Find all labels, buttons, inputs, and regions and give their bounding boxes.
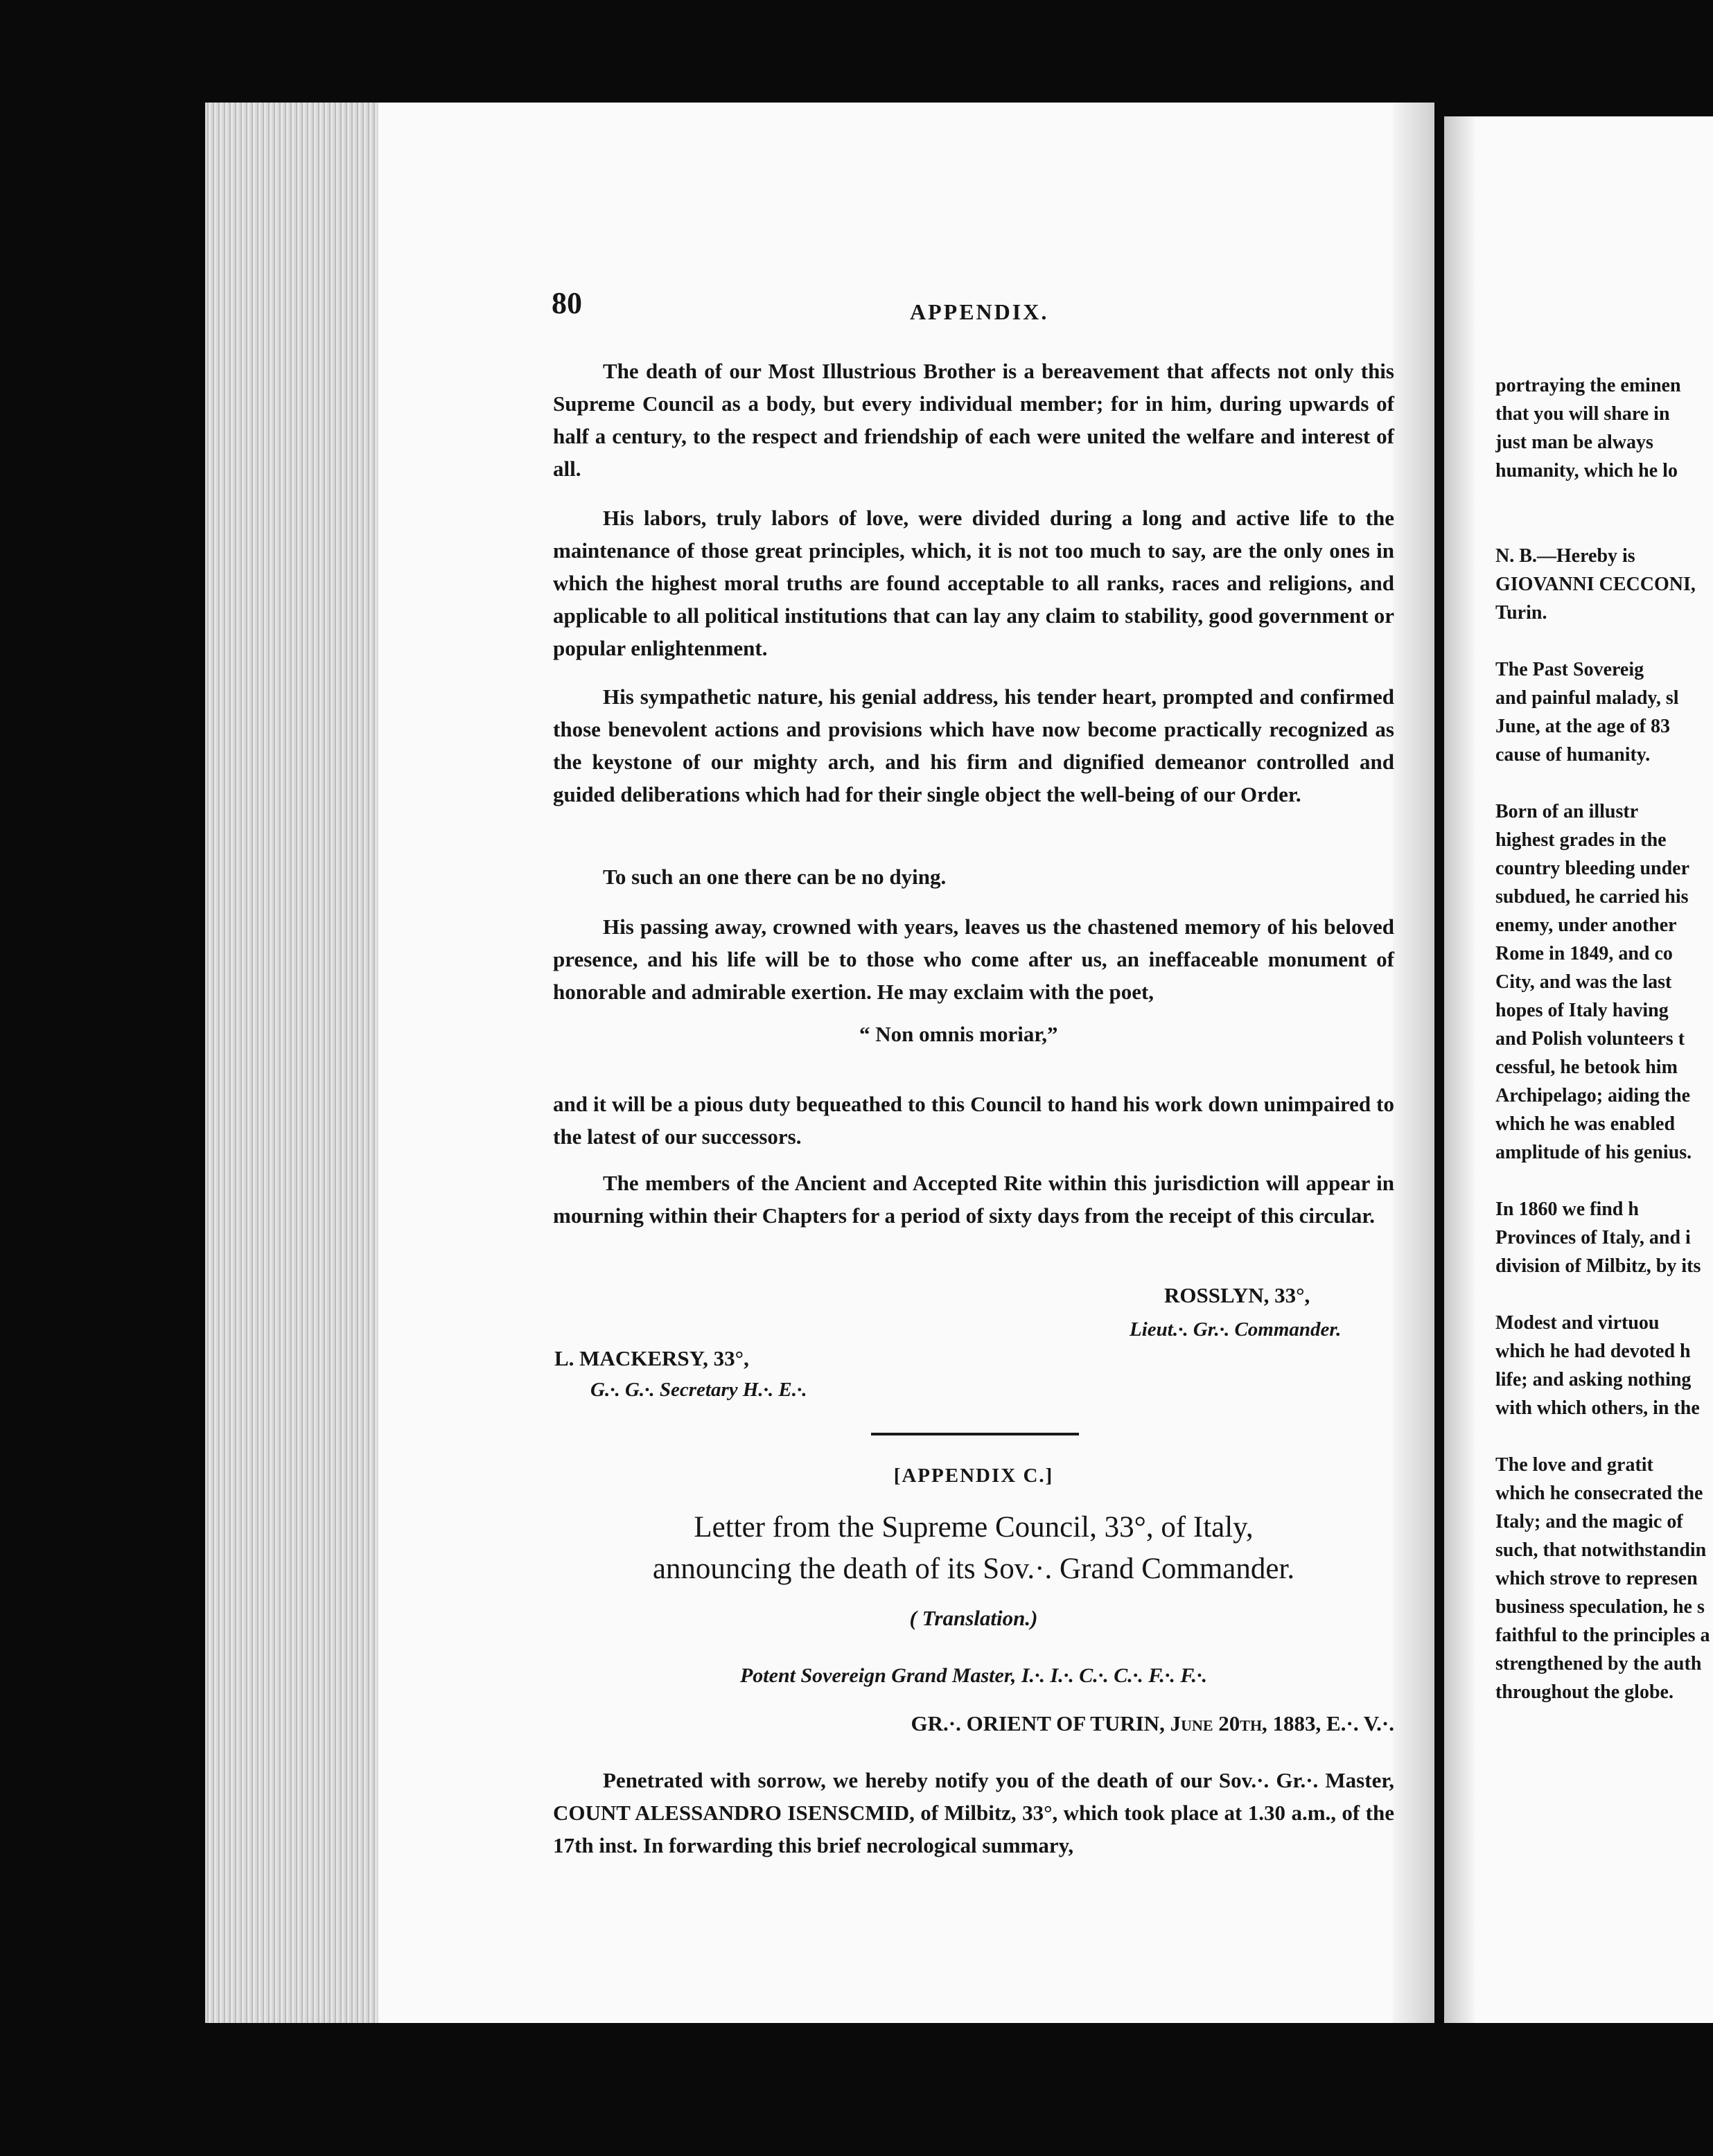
page-number: 80 [552,286,582,320]
letter-title-line-1: Letter from the Supreme Council, 33°, of Italy, [694,1511,1254,1544]
right-page-text [1495,371,1713,1706]
paragraph-1: The death of our Most Illustrious Brother is a bereavement that affects not only this Supreme Council as a body, but every individual member; for in him, during upwards of half a century, to the respect and friendship of each were united the welfare and interest of all. [553,359,1394,481]
poem-quote: “ Non omnis moriar,” [859,1022,1058,1046]
right-page-line: which he consecrated the [1495,1483,1703,1504]
right-page-line [1495,769,1713,797]
right-page-line [1495,485,1713,513]
closing-paragraph: Penetrated with sorrow, we hereby notify you of the death of our Sov.·. Gr.·. Master, COUNT ALESSANDRO ISENSCMID, of Milbitz, 33°, which took place at 1.30 a.m., of the 17th inst. In forwarding this brief necrological summary, [553,1768,1394,1857]
right-page-line: GIOVANNI CECCONI, [1495,574,1696,595]
right-page-line [1495,513,1713,542]
right-page-line: and Polish volunteers t [1495,1028,1685,1050]
signature-mackersy-name: L. MACKERSY, 33°, [554,1346,749,1370]
right-page-line: that you will share in [1495,403,1670,425]
paragraph-2: His labors, truly labors of love, were divided during a long and active life to the maintenance of those great principles, which, it is not too much to say, are the only ones in which the highest moral truths are found acceptable to all ranks, races and religions, and applicable to all political institutions that can lay any claim to stability, good government or popular enlightenment. [553,506,1394,660]
gutter-shadow-right [1444,116,1475,2023]
right-page-line [1495,1280,1713,1309]
right-page-line [1495,627,1713,655]
signature-rosslyn-name: ROSSLYN, 33°, [1164,1283,1310,1307]
right-page-line: The Past Sovereig [1495,659,1644,680]
section-rule [871,1433,1079,1435]
right-page-line: which he had devoted h [1495,1341,1691,1362]
right-page-line: City, and was the last [1495,971,1672,993]
right-page-line: Archipelago; aiding the [1495,1085,1691,1106]
right-page-line: which strove to represen [1495,1568,1698,1589]
right-page-line: humanity, which he lo [1495,460,1678,481]
paragraph-6: and it will be a pious duty bequeathed to this Council to hand his work down unimpaired to the latest of our successors. [553,1092,1394,1149]
right-page-line: highest grades in the [1495,829,1667,851]
right-page-line: with which others, in the [1495,1397,1700,1419]
right-page-line [1495,1167,1713,1195]
right-page-line: and painful malady, sl [1495,687,1679,709]
right-page-line: Rome in 1849, and co [1495,943,1673,964]
right-page-line: Provinces of Italy, and i [1495,1227,1691,1248]
paragraph-7: The members of the Ancient and Accepted Rite within this jurisdiction will appear in mourning within their Chapters for a period of sixty days from the receipt of this circular. [553,1171,1394,1228]
right-page-line: hopes of Italy having [1495,1000,1669,1021]
right-page-line: Modest and virtuou [1495,1312,1660,1334]
salutation: Potent Sovereign Grand Master, I.·. I.·. C.·. C.·. F.·. F.·. [739,1664,1208,1687]
signature-rosslyn-title: Lieut.·. Gr.·. Commander. [1130,1318,1342,1341]
page-edges [205,103,378,2023]
translation-note: ( Translation.) [909,1606,1038,1630]
right-page-line: business speculation, he s [1495,1596,1705,1618]
right-page-line: throughout the globe. [1495,1681,1674,1703]
right-page-line: faithful to the principles a [1495,1625,1710,1646]
right-page-line [1495,1422,1713,1451]
letter-title-line-2: announcing the death of its Sov.·. Grand Commander. [652,1553,1295,1585]
right-page-line: Italy; and the magic of [1495,1511,1683,1532]
right-page-line: Turin. [1495,602,1547,624]
gutter-shadow [1393,103,1434,2023]
right-page-line: cessful, he betook him [1495,1057,1678,1078]
right-page-line: subdued, he carried his [1495,886,1689,908]
dateline: GR.·. ORIENT OF TURIN, June 20th, 1883, E.·. V.·. [911,1711,1394,1735]
right-page-line: life; and asking nothing [1495,1369,1692,1390]
right-page-line: In 1860 we find h [1495,1199,1639,1220]
right-page-line: June, at the age of 83 [1495,716,1670,737]
right-page-line: which he was enabled [1495,1113,1676,1135]
right-page-line: enemy, under another [1495,914,1677,936]
paragraph-5: His passing away, crowned with years, leaves us the chastened memory of his beloved presence, and his life will be to those who come after us, an ineffaceable monument of honorable and admirable exertion. He may exclaim with the poet, [553,914,1394,1004]
right-page-line: N. B.—Hereby is [1495,545,1635,567]
right-page-line: portraying the eminen [1495,375,1681,396]
right-page-line: The love and gratit [1495,1454,1653,1476]
right-page-line: strengthened by the auth [1495,1653,1702,1675]
right-page-line: amplitude of his genius. [1495,1142,1692,1163]
right-page-line: Born of an illustr [1495,801,1639,822]
right-page-line: country bleeding under [1495,858,1690,879]
right-page-line: just man be always [1495,432,1653,453]
right-page-line: such, that notwithstandin [1495,1539,1707,1561]
paragraph-4: To such an one there can be no dying. [603,865,947,889]
signature-mackersy-title: G.·. G.·. Secretary H.·. E.·. [590,1379,807,1401]
right-page-line: cause of humanity. [1495,744,1651,766]
running-head: APPENDIX. [910,299,1049,324]
right-page-line: division of Milbitz, by its [1495,1255,1701,1277]
paragraph-3: His sympathetic nature, his genial address, his tender heart, prompted and confirmed those benevolent actions and provisions which have now become practically recognized as the keystone of our mighty arch, and his firm and dignified demeanor controlled and guided deliberations which had for their single object the well-being of our Order. [553,684,1394,806]
appendix-heading: [APPENDIX C.] [893,1465,1054,1487]
